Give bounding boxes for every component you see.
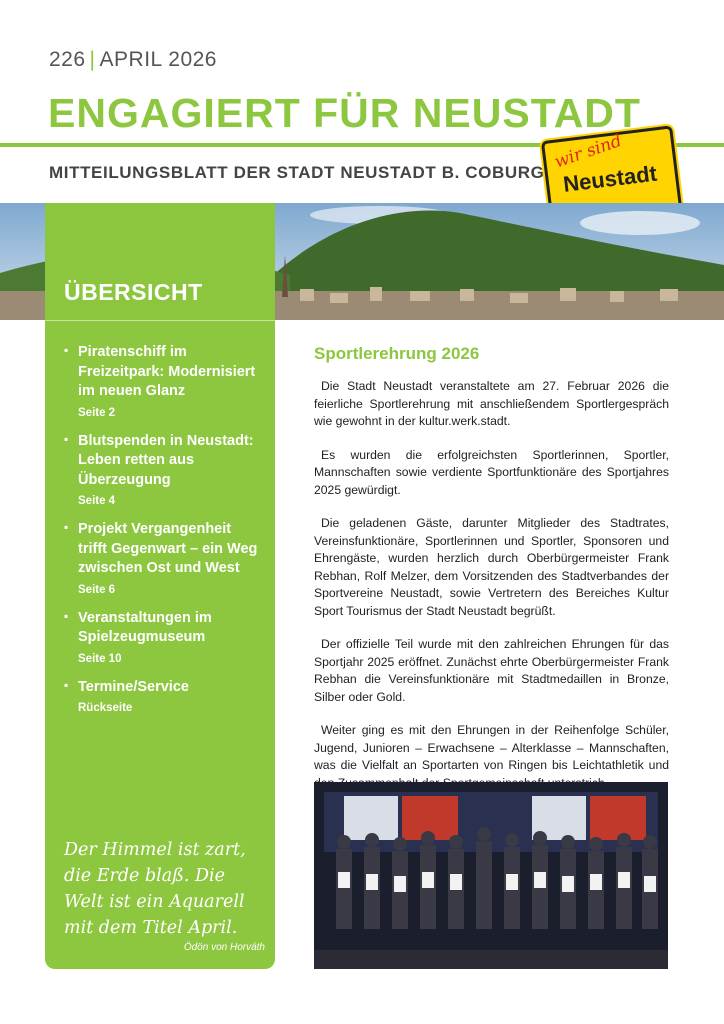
issue-date: APRIL 2026: [99, 48, 217, 71]
masthead-subtitle: MITTEILUNGSBLATT DER STADT NEUSTADT B. COBURG: [49, 163, 545, 182]
stage-floor: [314, 950, 668, 969]
article-paragraph: Die Stadt Neustadt veranstaltete am 27. Februar 2026 die feierliche Sportlerehrung mit anschließendem Sportlergespräch wie gewohnt in der kultur.werk.stadt.: [314, 379, 669, 428]
toc-item: [64, 432, 264, 508]
article-paragraph: Weiter ging es mit den Ehrungen in der Reihenfolge Schüler, Jugend, Junioren – Erwachsene – Alterklasse – Mannschaften, was die Vielfalt an Sportarten von Ringen bis Leichtathletik und: [314, 723, 669, 772]
toc-item-page: Rückseite: [78, 702, 133, 714]
april-quote: Der Himmel ist zart, die Erde blaß. Die Welt ist ein Aquarell mit dem Titel April.: [64, 840, 246, 938]
sidebar-divider: [45, 320, 275, 321]
issue-separator: |: [89, 48, 96, 71]
logo-town-name: Neustadt: [561, 160, 659, 197]
award-ceremony-group-photo: [314, 782, 668, 969]
overview-heading: ÜBERSICHT: [64, 279, 203, 305]
toc-item-page: Seite 4: [78, 495, 116, 507]
quote-author: Ödön von Horváth: [183, 942, 265, 953]
issue-number: 226: [49, 48, 86, 71]
toc-item-title: ▪ Termine/Service: [78, 678, 189, 695]
overview-sidebar: [45, 203, 275, 969]
toc-item-page: Seite 2: [78, 406, 116, 419]
toc-item-page: Seite 6: [78, 583, 116, 596]
article-paragraph: Der offizielle Teil wurde mit den zahlreichen Ehrungen für das Sportjahr 2025 eröffnet. Zunächst ehrte Oberbürgermeister Frank Rebhan die Vereinsfunktionäre mit Stadtmedaillen in Bronze, Silber oder Gold.: [314, 637, 669, 704]
cloud: [580, 211, 700, 235]
toc-item-title: ▪ Blutspenden in Neustadt: Leben retten aus Überzeugung: [78, 432, 254, 488]
toc-item-title: ▪ Piratenschiff im Freizeitpark: Modernisiert im neuen Glanz: [78, 344, 256, 399]
toc-item-page: Seite 10: [78, 652, 122, 665]
toc-item-title: ▪ Veranstaltungen im Spielzeugmuseum: [78, 609, 212, 645]
toc-item: [64, 609, 264, 665]
article-paragraph: Die geladenen Gäste, darunter Mitglieder des Stadtrates, Vereinsfunktionäre, Sportlerinnen und Sportler, Sponsoren und Ehrengäste, wurden herzlich durch Oberbürgermeister Frank Rebhan, Rolf Melzer, dem Vorsitzenden des Stadtverbandes der Sportvereine Neustadt, sowie Vertretern des Bereiches Kultur Sport Tourismus der Stadt Neustadt begrüßt.: [314, 516, 669, 618]
article-headline: Sportlerehrung 2026: [314, 344, 480, 363]
article-body: [314, 378, 669, 808]
toc-item: [64, 520, 264, 596]
toc-item: [64, 343, 264, 419]
toc-item-title: ▪ Projekt Vergangenheit trifft Gegenwart – ein Weg zwischen Ost und West: [78, 521, 258, 576]
masthead-title: ENGAGIERT FÜR NEUSTADT: [48, 90, 641, 136]
issue-line: [49, 48, 217, 72]
article-paragraph: Es wurden die erfolgreichsten Sportlerinnen, Sportler, Mannschaften sowie verdiente Sportfunktionäre des Sportjahres 2025 gewürdigt.: [314, 447, 669, 497]
sponsor-banner: [590, 796, 646, 840]
logo-tagline: wir sind: [552, 130, 625, 173]
table-of-contents: [64, 343, 264, 727]
toc-item: [64, 678, 264, 715]
